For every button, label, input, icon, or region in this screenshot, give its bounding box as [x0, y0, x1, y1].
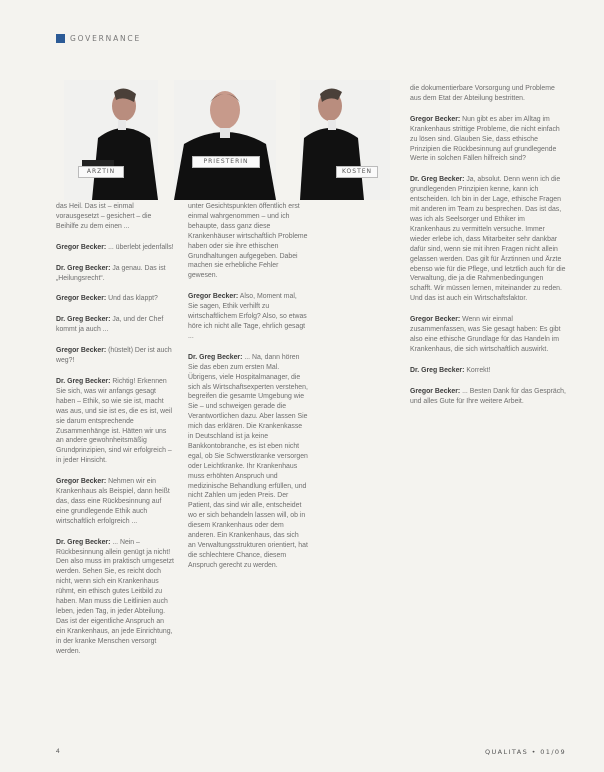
- speaker-name: Dr. Greg Becker:: [56, 316, 111, 324]
- speaker-name: Dr. Greg Becker:: [56, 264, 111, 272]
- speaker-name: Gregor Becker:: [56, 347, 107, 355]
- paragraph-text: ... Nein – Rückbesinnung allein genügt ja nicht! Den also muss im praktisch umgesetzt werden. Sehen Sie, es reicht doch nicht, wenn sich ein Krankenhaus rühmt, ein ethisch gutes Leitbild zu haben. Man muss die Leitlinien auch leben, jeden Tag, in jeder Abteilung. Das ist der eigentliche Anspruch an ein Krankenhaus, an jede Einrichtung, in der kranke Menschen versorgt werden.: [56, 538, 174, 655]
- paragraph-text: Und das klappt?: [108, 295, 158, 303]
- photo-card-label: ARZTIN: [78, 166, 124, 178]
- interview-paragraph: [188, 292, 308, 342]
- interview-paragraph: [56, 477, 174, 527]
- text-column-2: [188, 202, 308, 582]
- speaker-name: Gregor Becker:: [188, 293, 239, 301]
- speaker-name: Gregor Becker:: [56, 243, 107, 251]
- speaker-name: Dr. Greg Becker:: [56, 538, 111, 546]
- text-column-3: [410, 84, 566, 417]
- interview-paragraph: [410, 175, 566, 304]
- speaker-name: Dr. Greg Becker:: [56, 377, 111, 385]
- interview-paragraph: [56, 346, 174, 366]
- paragraph-text: (hüstelt) Der ist auch weg?!: [56, 347, 172, 365]
- paragraph-text: unter Gesichtspunkten öffentlich erst einmal wahrgenommen – und ich behaupte, dass ganz diese Krankenhäuser wirtschaftlich Probleme haben oder sie ihre ethischen Grundhaltungen aufgegeben. Dabei machen sie erhebliche Fehler gewesen.: [188, 203, 308, 280]
- paragraph-text: die dokumentierbare Vorsorgung und Probleme aus dem Etat der Abteilung bestritten.: [410, 85, 555, 102]
- speaker-name: Gregor Becker:: [410, 316, 461, 324]
- interview-paragraph: [56, 264, 174, 284]
- paragraph-text: Richtig! Erkennen Sie sich, was wir anfangs gesagt haben – Ethik, so wie sie ist, macht was aus, und sie ist es, die es ist, weil sie darum entsprechende Zusammenhänge ist. Hätten wir uns an andere gewohnheitsmäßig Grundprinzipien, sind wir erfolgreich – in jeder Hinsicht.: [56, 377, 173, 465]
- interview-paragraph: [410, 115, 566, 165]
- interview-paragraph: [188, 202, 308, 281]
- speaker-name: Gregor Becker:: [56, 295, 107, 303]
- speaker-name: Dr. Greg Becker:: [410, 176, 465, 184]
- interview-paragraph: [188, 353, 308, 571]
- paragraph-text: Korrekt!: [466, 366, 491, 374]
- paragraph-text: das Heil. Das ist – einmal vorausgesetzt – gesichert – die Beihilfe zu dem einen ...: [56, 203, 152, 230]
- photo-card-label: PRIESTERIN: [192, 156, 260, 168]
- photo-profile-left: [64, 80, 158, 200]
- interview-paragraph: [56, 243, 174, 253]
- interview-paragraph: [56, 377, 174, 466]
- speaker-name: Dr. Greg Becker:: [410, 366, 465, 374]
- interview-paragraph: [410, 84, 566, 104]
- interview-paragraph: [410, 366, 566, 376]
- paragraph-text: Ja, absolut. Denn wenn ich die grundlegenden Prinzipien kenne, kann ich entscheiden. Ich bin in der Lage, ethische Fragen mit anderen im Team zu besprechen. Das ist das, was ich als Seelsorger und Ethiker im Krankenhaus zu vermitteln versuche. Immer wieder erlebe ich, dass Mitarbeiter sehr dankbar dafür sind, wenn sie mit ihren Fragen nicht allein gelassen werden. Das gilt für Ärztinnen und Ärzte ebenso wie für die Pflege, und letztlich auch für die Verwaltung, die ja die Rahmenbedingungen schafft. Wir müssen lernen, miteinander zu reden. Und das ist auch ein Wirtschaftsfaktor.: [410, 176, 566, 303]
- interview-paragraph: [56, 315, 174, 335]
- interview-paragraph: [410, 315, 566, 355]
- speaker-name: Gregor Becker:: [410, 387, 461, 395]
- section-marker-square: [56, 34, 65, 43]
- interview-paragraph: [56, 294, 174, 304]
- paragraph-text: Also, Moment mal, Sie sagen, Ethik verhilft zu wirtschaftlichem Erfolg? Also, so etwas höre ich nicht alle Tage, ehrlich gesagt ...: [188, 293, 307, 340]
- paragraph-text: Ja, und der Chef kommt ja auch ...: [56, 316, 164, 334]
- paragraph-text: Ja genau. Das ist „Heilungsrecht“.: [56, 264, 166, 282]
- speaker-name: Gregor Becker:: [410, 115, 461, 123]
- text-column-1: [56, 202, 174, 668]
- interview-paragraph: [410, 387, 566, 407]
- photo-frontal-center: [174, 80, 276, 200]
- photo-card-label: KOSTEN: [336, 166, 378, 178]
- magazine-brand: QUALITAS • 01/09: [485, 748, 566, 756]
- speaker-name: Gregor Becker:: [56, 478, 107, 486]
- paragraph-text: Nehmen wir ein Krankenhaus als Beispiel, dann heißt das, dass eine Rückbesinnung auf eine grundlegende Ethik auch wirtschaftlich erfolgreich ...: [56, 478, 170, 525]
- speaker-name: Dr. Greg Becker:: [188, 353, 243, 361]
- paragraph-text: ... Na, dann hören Sie das eben zum ersten Mal. Übrigens, viele Hospitalmanager, die sich als Wirtschaftsexperten verstehen, begreifen die gesamte Umgebung wie Sie – und schweigen gerade die Verantwortlichen dazu. Aber lassen Sie mich das erklären. Die Krankenkasse in Deutschland ist ja keine Bankkontobranche, es ist eben nicht egal, ob Sie Schwerstkranke versorgen oder Leichtkranke. Ihr Krankenhaus muss erhöhten Anspruch und medizinische Behandlung erfüllen, und nicht Zahlen um jeden Preis. Der Patient, das sind wir alle, entscheidet wo er sich behandeln lassen will, ob in diesem Krankenhaus oder dem anderen. Ein Krankenhaus, das sich an Verwaltungsstrukturen orientiert, hat die schlechtere Chance, diesem Anspruch gerecht zu werden.: [188, 353, 308, 569]
- paragraph-text: Wenn wir einmal zusammenfassen, was Sie gesagt haben: Es gibt also eine ethische Grundlage für das Handeln im Krankenhaus, die sich wirtschaftlich auswirkt.: [410, 316, 561, 353]
- section-title: GOVERNANCE: [70, 34, 141, 43]
- interview-paragraph: [56, 202, 174, 232]
- paragraph-text: Nun gibt es aber im Alltag im Krankenhaus strittige Probleme, die nicht einfach zu lösen sind. Glauben Sie, dass ethische Prinzipien die Rückbesinnung auf grundlegende Werte in solchen Fällen hilfreich sind?: [410, 115, 560, 163]
- photo-profile-right: [300, 80, 390, 200]
- paragraph-text: ... Besten Dank für das Gespräch, und alles Gute für Ihre weitere Arbeit.: [410, 387, 566, 405]
- interview-paragraph: [56, 538, 174, 657]
- section-header: [56, 34, 141, 43]
- paragraph-text: ... überlebt jedenfalls!: [108, 243, 174, 251]
- page-number: 4: [56, 748, 60, 755]
